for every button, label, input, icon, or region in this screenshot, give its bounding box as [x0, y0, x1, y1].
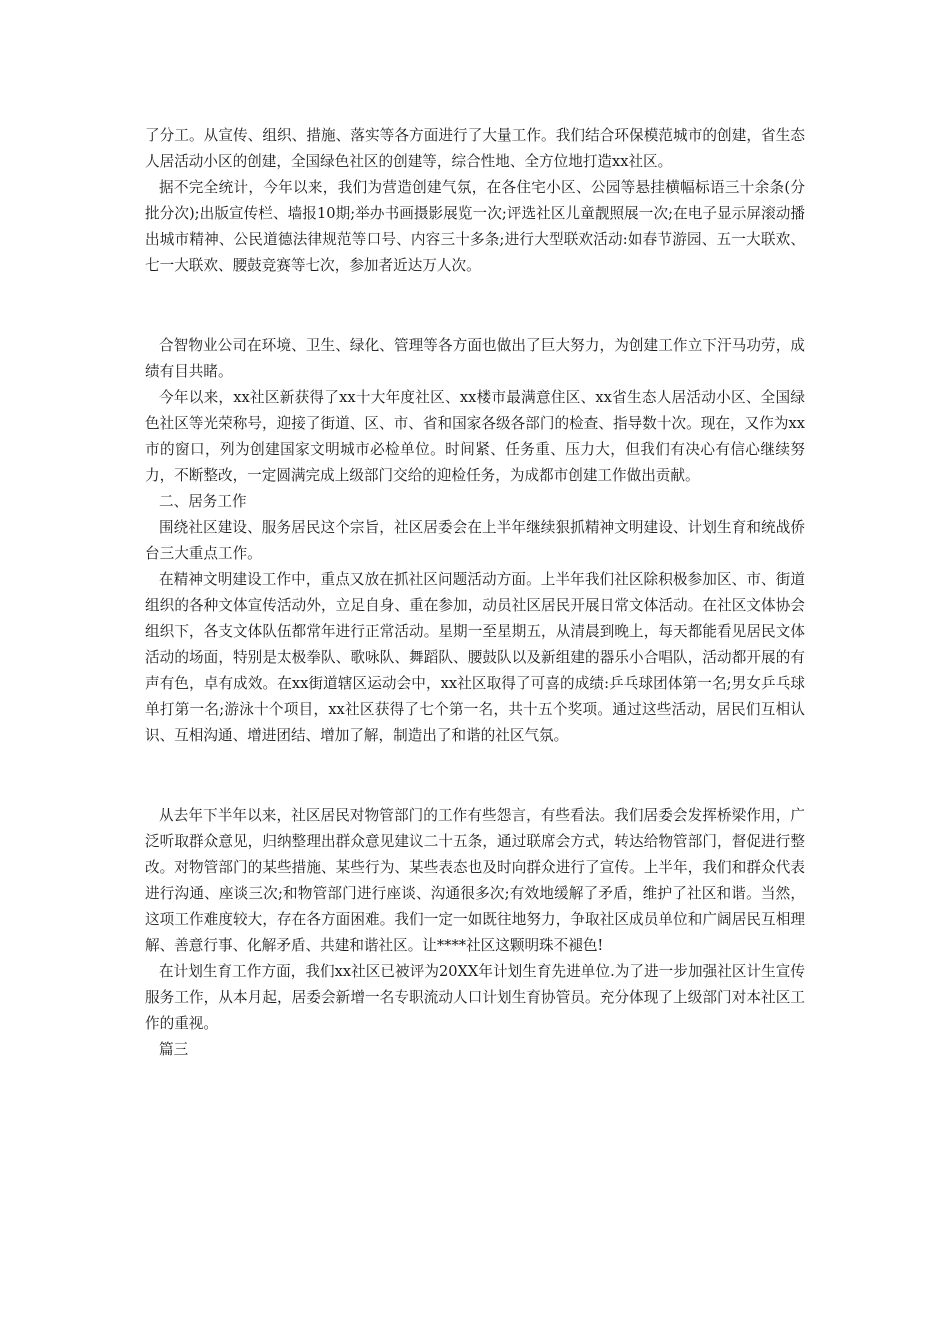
paragraph-community-purpose: 围绕社区建设、服务居民这个宗旨，社区居委会在上半年继续狠抓精神文明建设、计划生育和统战侨台三大重点工作。 — [145, 519, 805, 562]
document-page — [145, 123, 805, 1063]
paragraph-honors: 今年以来，xx社区新获得了xx十大年度社区、xx楼市最满意住区、xx省生态人居活动小区、全国绿色社区等光荣称号，迎接了街道、区、市、省和国家各级各部门的检查、指导数十次。现在，又作为xx市的窗口，列为创建国家文明城市必检单位。时间紧、任务重、压力大，但我们有决心有信心继续努力，不断整改，一定圆满完成上级部门交给的迎检任务，为成都市创建工作做出贡献。 — [145, 389, 805, 484]
paragraph-family-planning: 在计划生育工作方面，我们xx社区已被评为20XX年计划生育先进单位.为了进一步加强社区计生宣传服务工作，从本月起，居委会新增一名专职流动人口计划生育协管员。充分体现了上级部门对本社区工作的重视。 — [145, 963, 805, 1032]
section-heading-residential-affairs: 二、居务工作 — [159, 493, 247, 510]
paragraph-intro-continued: 了分工。从宣传、组织、措施、落实等各方面进行了大量工作。我们结合环保模范城市的创建，省生态人居活动小区的创建，全国绿色社区的创建等，综合性地、全方位地打造xx社区。 — [145, 127, 805, 170]
paragraph-property-company: 合智物业公司在环境、卫生、绿化、管理等各方面也做出了巨大努力，为创建工作立下汗马功劳，成绩有目共睹。 — [145, 337, 805, 380]
paragraph-spiritual-civilization: 在精神文明建设工作中，重点又放在抓社区问题活动方面。上半年我们社区除积极参加区、市、街道组织的各种文体宣传活动外，立足自身、重在参加，动员社区居民开展日常文体活动。在社区文体协会组织下，各支文体队伍都常年进行正常活动。星期一至星期五，从清晨到晚上，每天都能看见居民文体活动的场面，特别是太极拳队、歌咏队、舞蹈队、腰鼓队以及新组建的器乐小合唱队，活动都开展的有声有色，卓有成效。在xx街道辖区运动会中，xx社区取得了可喜的成绩:乒乓球团体第一名;男女乒乓球单打第一名;游泳十个项目，xx社区获得了七个第一名，共十五个奖项。通过这些活动，居民们互相认识、互相沟通、增进团结、增加了解，制造出了和谐的社区气氛。 — [145, 571, 805, 744]
paragraph-statistics: 据不完全统计，今年以来，我们为营造创建气氛，在各住宅小区、公园等悬挂横幅标语三十余条(分批分次);出版宣传栏、墙报10期;举办书画摄影展览一次;评选社区儿童靓照展一次;在电子显示屏滚动播出城市精神、公民道德法律规范等口号、内容三十多条;进行大型联欢活动:如春节游园、五一大联欢、七一大联欢、腰鼓竞赛等七次，参加者近达万人次。 — [145, 179, 805, 274]
section-label-part-three: 篇三 — [159, 1041, 189, 1058]
section-gap — [145, 279, 805, 333]
paragraph-property-management: 从去年下半年以来，社区居民对物管部门的工作有些怨言，有些看法。我们居委会发挥桥梁作用，广泛听取群众意见，归纳整理出群众意见建议二十五条，通过联席会方式，转达给物管部门，督促进行整改。对物管部门的某些措施、某些行为、某些表态也及时向群众进行了宣传。上半年，我们和群众代表进行沟通、座谈三次;和物管部门进行座谈、沟通很多次;有效地缓解了矛盾，维护了社区和谐。当然，这项工作难度较大，存在各方面困难。我们一定一如既往地努力，争取社区成员单位和广阔居民互相理解、善意行事、化解矛盾、共建和谐社区。让****社区这颗明珠不褪色! — [145, 807, 805, 954]
section-gap — [145, 749, 805, 803]
